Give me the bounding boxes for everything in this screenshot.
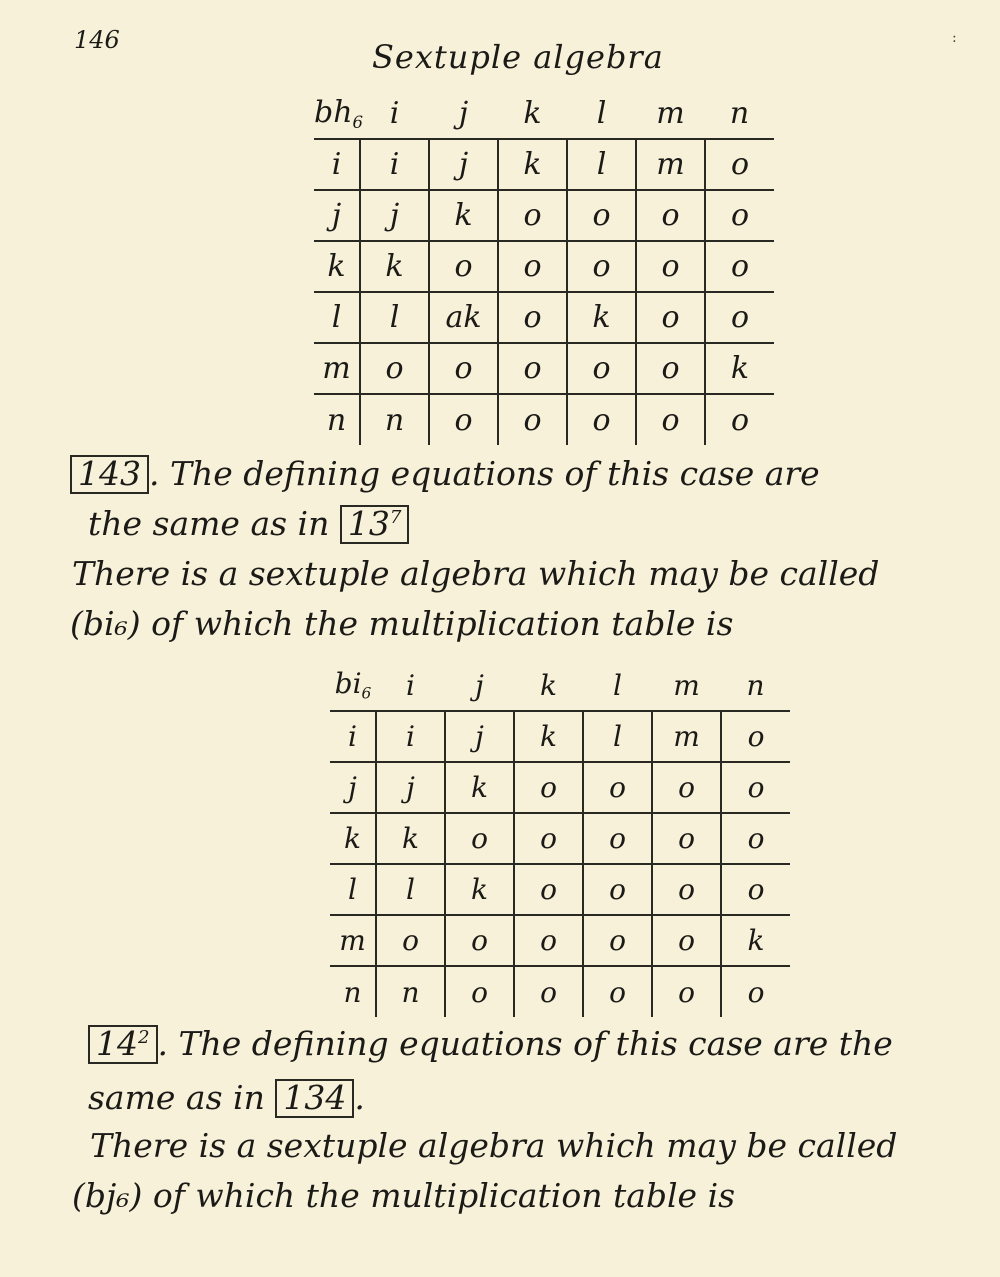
table-row bbox=[330, 762, 790, 813]
column-header: k bbox=[514, 660, 583, 711]
table-cell: k bbox=[445, 762, 514, 813]
table-cell: o bbox=[445, 966, 514, 1017]
table-row bbox=[314, 394, 774, 445]
table-header-row bbox=[330, 660, 790, 711]
table-row bbox=[314, 241, 774, 292]
row-header: k bbox=[330, 813, 376, 864]
table-row bbox=[314, 292, 774, 343]
table-cell: k bbox=[376, 813, 445, 864]
table-cell: i bbox=[376, 711, 445, 762]
table-row bbox=[330, 864, 790, 915]
table-cell: k bbox=[514, 711, 583, 762]
table-corner: $bh_6$ bbox=[314, 88, 360, 139]
table-cell: o bbox=[705, 241, 774, 292]
table-cell: l bbox=[567, 139, 636, 190]
table-cell: k bbox=[360, 241, 429, 292]
table-cell: k bbox=[429, 190, 498, 241]
table-cell: o bbox=[514, 864, 583, 915]
table-cell: j bbox=[360, 190, 429, 241]
table-cell: o bbox=[583, 915, 652, 966]
table-cell: o bbox=[567, 190, 636, 241]
table-cell: k bbox=[721, 915, 790, 966]
table-cell: j bbox=[376, 762, 445, 813]
page-mark: : bbox=[952, 30, 957, 46]
row-header: j bbox=[330, 762, 376, 813]
table-cell: o bbox=[652, 813, 721, 864]
table-cell: o bbox=[514, 813, 583, 864]
table-cell: o bbox=[721, 864, 790, 915]
multiplication-table-bh6 bbox=[314, 88, 774, 445]
multiplication-table-bi6 bbox=[330, 660, 790, 1017]
table-cell: j bbox=[429, 139, 498, 190]
table-cell: o bbox=[583, 762, 652, 813]
table-cell: o bbox=[636, 292, 705, 343]
table-cell: o bbox=[705, 292, 774, 343]
row-header: k bbox=[314, 241, 360, 292]
column-header: j bbox=[445, 660, 514, 711]
row-header: j bbox=[314, 190, 360, 241]
table-cell: o bbox=[721, 813, 790, 864]
table-cell: o bbox=[514, 966, 583, 1017]
table-cell: o bbox=[652, 966, 721, 1017]
table-corner: $bi_6$ bbox=[330, 660, 376, 711]
table-cell: o bbox=[636, 190, 705, 241]
table-cell: o bbox=[705, 139, 774, 190]
table-cell: o bbox=[445, 813, 514, 864]
table-cell: o bbox=[445, 915, 514, 966]
table-cell: ak bbox=[429, 292, 498, 343]
table-cell: l bbox=[583, 711, 652, 762]
table-row bbox=[330, 915, 790, 966]
table-cell: o bbox=[636, 394, 705, 445]
section-ref-143: 143 bbox=[70, 455, 149, 494]
page-heading: Sextuple algebra bbox=[372, 38, 664, 76]
section-142-line-4: (bj₆) of which the multiplication table is bbox=[72, 1176, 736, 1215]
table-cell: o bbox=[636, 241, 705, 292]
table-cell: l bbox=[360, 292, 429, 343]
section-143-line-2: the same as in $13^7$ bbox=[88, 504, 409, 544]
table-cell: n bbox=[376, 966, 445, 1017]
table-cell: o bbox=[360, 343, 429, 394]
table-row bbox=[314, 190, 774, 241]
row-header: n bbox=[326, 402, 347, 438]
row-header: n bbox=[343, 975, 362, 1009]
table-cell: o bbox=[652, 915, 721, 966]
table-cell: o bbox=[583, 966, 652, 1017]
column-header: l bbox=[567, 88, 636, 139]
table-cell: o bbox=[583, 864, 652, 915]
table-header-row bbox=[314, 88, 774, 139]
table-cell: o bbox=[498, 241, 567, 292]
row-header: i bbox=[330, 711, 376, 762]
table-cell: o bbox=[567, 394, 636, 445]
table-cell: o bbox=[514, 915, 583, 966]
table-cell: o bbox=[721, 711, 790, 762]
row-header: l bbox=[314, 292, 360, 343]
table-cell: l bbox=[376, 864, 445, 915]
table-row bbox=[330, 813, 790, 864]
column-header: m bbox=[636, 88, 705, 139]
table-cell: o bbox=[429, 394, 498, 445]
table-cell: o bbox=[498, 190, 567, 241]
table-cell: o bbox=[567, 241, 636, 292]
table-cell: i bbox=[360, 139, 429, 190]
row-header: m bbox=[330, 915, 376, 966]
column-header: l bbox=[583, 660, 652, 711]
table-cell: o bbox=[498, 292, 567, 343]
table-cell: o bbox=[636, 343, 705, 394]
table-cell: o bbox=[721, 762, 790, 813]
table-cell: n bbox=[360, 394, 429, 445]
column-header: n bbox=[705, 88, 774, 139]
row-header: l bbox=[330, 864, 376, 915]
table-cell: o bbox=[583, 813, 652, 864]
table-cell: m bbox=[636, 139, 705, 190]
column-header: k bbox=[498, 88, 567, 139]
row-header: m bbox=[314, 343, 360, 394]
table-cell: j bbox=[445, 711, 514, 762]
table-cell: k bbox=[498, 139, 567, 190]
row-header: i bbox=[314, 139, 360, 190]
table-cell: o bbox=[721, 966, 790, 1017]
table-cell: o bbox=[514, 762, 583, 813]
table-cell: o bbox=[429, 241, 498, 292]
table-cell: o bbox=[567, 343, 636, 394]
table-cell: k bbox=[567, 292, 636, 343]
table-row bbox=[330, 966, 790, 1017]
table-cell: o bbox=[705, 394, 774, 445]
table-cell: o bbox=[376, 915, 445, 966]
section-143-line-1: 143 . The defining equations of this case are bbox=[70, 454, 820, 494]
table-cell: k bbox=[445, 864, 514, 915]
column-header: n bbox=[721, 660, 790, 711]
table-cell: o bbox=[652, 762, 721, 813]
table-cell: o bbox=[498, 394, 567, 445]
section-142-line-3: There is a sextuple algebra which may be called bbox=[90, 1126, 898, 1165]
table-row bbox=[314, 139, 774, 190]
section-142-line-2: same as in 134 . bbox=[88, 1078, 365, 1117]
section-143-line-4: (bi₆) of which the multiplication table is bbox=[70, 604, 734, 643]
column-header: m bbox=[652, 660, 721, 711]
table-row bbox=[314, 343, 774, 394]
section-142-line-1: $14^2$ . The defining equations of this case are the bbox=[88, 1024, 893, 1064]
table-cell: o bbox=[429, 343, 498, 394]
section-143-line-3: There is a sextuple algebra which may be called bbox=[72, 554, 880, 593]
table-cell: o bbox=[705, 190, 774, 241]
page-number: 146 bbox=[74, 26, 120, 54]
section-ref-137: $13^7$ bbox=[340, 505, 410, 544]
section-ref-142: $14^2$ bbox=[88, 1025, 158, 1064]
table-cell: o bbox=[498, 343, 567, 394]
column-header: i bbox=[376, 660, 445, 711]
table-cell: k bbox=[705, 343, 774, 394]
section-ref-134: 134 bbox=[275, 1079, 354, 1118]
table-cell: m bbox=[652, 711, 721, 762]
column-header: i bbox=[360, 88, 429, 139]
column-header: j bbox=[429, 88, 498, 139]
table-cell: o bbox=[652, 864, 721, 915]
table-row bbox=[330, 711, 790, 762]
